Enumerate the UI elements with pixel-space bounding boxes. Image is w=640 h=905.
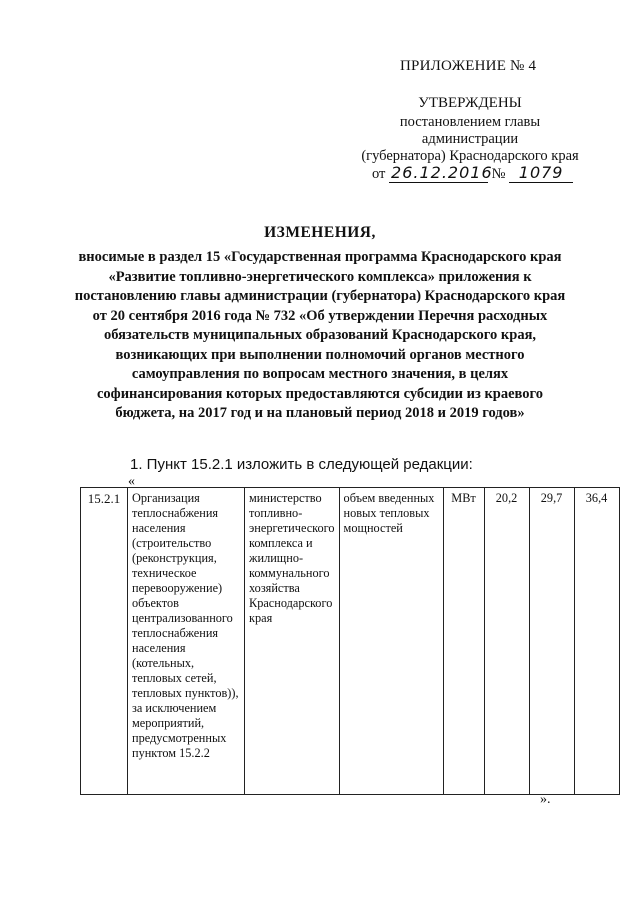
quote-open: « bbox=[128, 474, 135, 489]
date-prefix: от bbox=[372, 166, 386, 182]
cell-value-2019: 36,4 bbox=[574, 488, 619, 795]
cell-name: Организация теплоснабжения населения (строительство (реконструкция, техническое перевооружение) объектов централизованного теплоснабжения населения (котельных, тепловых сетей, тепловых пунктов)), за исключением мероприятий, предусмотренных пунктом 15.2.2 bbox=[128, 488, 245, 795]
cell-value-2017: 20,2 bbox=[484, 488, 529, 795]
cell-value-2018: 29,7 bbox=[529, 488, 574, 795]
date-number-line bbox=[372, 163, 573, 183]
decree-line-3: (губернатора) Краснодарского края bbox=[361, 148, 579, 164]
decree-line-2: администрации bbox=[421, 131, 519, 147]
amendment-table bbox=[80, 487, 620, 795]
amendment-paragraph: 1. Пункт 15.2.1 изложить в следующей редакции: bbox=[130, 456, 473, 473]
decree-line-1: постановлением главы bbox=[399, 114, 541, 130]
approved-label: УТВЕРЖДЕНЫ bbox=[418, 95, 522, 111]
table-row bbox=[81, 488, 620, 795]
title-subtitle: вносимые в раздел 15 «Государственная программа Краснодарского края «Развитие топливно-энергетического комплекса» приложения к постановлению главы администрации (губернатора) Краснодарского края от 20 сентября 2016 года № 732 «Об утверждении Перечня расходных обязательств муниципальных образований Краснодарского края, возникающих при выполнении полномочий органов местного самоуправления по вопросам местного значения, в целях софинансирования которых предоставляются субсидии из краевого бюджета, на 2017 год и на плановый период 2018 и 2019 годов» bbox=[74, 249, 566, 421]
title-main: ИЗМЕНЕНИЯ, bbox=[264, 224, 376, 241]
quote-close: ». bbox=[540, 792, 551, 807]
handwritten-date: 26.12.2016 bbox=[391, 163, 493, 182]
cell-item-number: 15.2.1 bbox=[81, 488, 128, 795]
cell-organization: министерство топливно-энергетического комплекса и жилищно-коммунального хозяйства Краснодарского края bbox=[245, 488, 340, 795]
handwritten-number: 1079 bbox=[509, 163, 573, 183]
cell-unit: МВт bbox=[443, 488, 484, 795]
document-title bbox=[70, 224, 570, 424]
cell-indicator: объем введенных новых тепловых мощностей bbox=[339, 488, 443, 795]
appendix-label: ПРИЛОЖЕНИЕ № 4 bbox=[400, 58, 537, 74]
number-prefix: № bbox=[491, 166, 506, 182]
